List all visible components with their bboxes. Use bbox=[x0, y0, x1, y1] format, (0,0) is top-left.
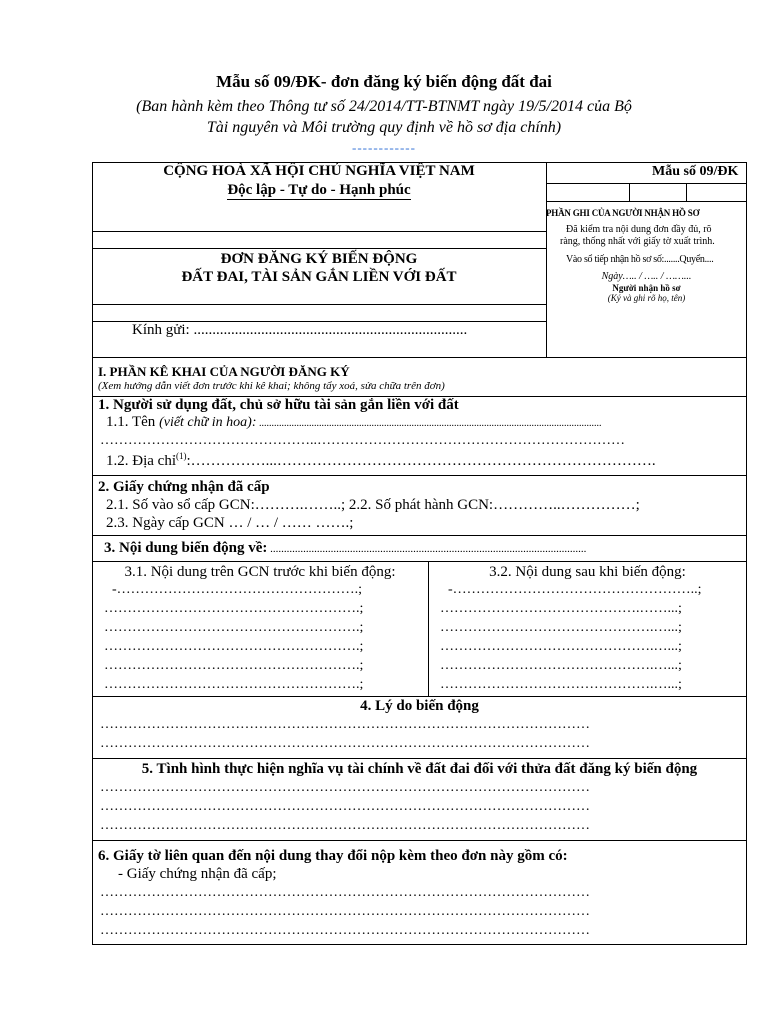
kinh-gui-field[interactable]: Kính gửi: ......................................................................... bbox=[132, 322, 468, 338]
top-divider-vertical bbox=[546, 162, 547, 357]
section2-heading: 2. Giấy chứng nhận đã cấp bbox=[98, 479, 270, 495]
document-title: Mẫu số 09/ĐK- đơn đăng ký biến động đất đai bbox=[216, 72, 552, 91]
finance-line[interactable]: …………………………………………………………………………………………… bbox=[100, 818, 590, 833]
section3-1-heading: 3.1. Nội dung trên GCN trước khi biến động: bbox=[124, 564, 396, 580]
reason-line[interactable]: …………………………………………………………………………………………… bbox=[100, 736, 590, 751]
rule bbox=[92, 475, 747, 476]
finance-line[interactable]: …………………………………………………………………………………………… bbox=[100, 799, 590, 814]
before-line[interactable]: ……………………………………………….; bbox=[104, 639, 364, 654]
rule bbox=[92, 758, 747, 759]
rule bbox=[546, 183, 747, 184]
name-dots: ......................................................................................................................................... bbox=[256, 418, 602, 429]
name-label: 1.1. Tên bbox=[106, 414, 156, 430]
after-line[interactable]: ……………………………………….…...; bbox=[440, 677, 682, 692]
gcn-date-row[interactable]: 2.3. Ngày cấp GCN … / … / …… …….; bbox=[106, 515, 354, 531]
subtitle-line-1: (Ban hành kèm theo Thông tư số 24/2014/TT-BTNMT ngày 19/5/2014 của Bộ bbox=[136, 98, 632, 115]
form-title-2: ĐẤT ĐAI, TÀI SẢN GẮN LIỀN VỚI ĐẤT bbox=[181, 269, 457, 285]
nation-heading: CỘNG HOÀ XÃ HỘI CHỦ NGHĨA VIỆT NAM bbox=[163, 163, 475, 179]
section4-lines bbox=[100, 717, 740, 755]
finance-line[interactable]: …………………………………………………………………………………………… bbox=[100, 780, 590, 795]
address-footnote-ref: (1) bbox=[175, 451, 187, 461]
before-line[interactable]: ……………………………………………….; bbox=[104, 677, 364, 692]
attachment-line[interactable]: …………………………………………………………………………………………… bbox=[100, 885, 590, 900]
receiver-line-2: ràng, thống nhất với giấy tờ xuất trình. bbox=[560, 236, 715, 247]
section3-heading: 3. Nội dung biến động về: bbox=[104, 540, 268, 556]
rule bbox=[92, 840, 747, 841]
section6-item: - Giấy chứng nhận đã cấp; bbox=[118, 866, 277, 882]
gcn-number-row[interactable]: 2.1. Số vào sổ cấp GCN:……….……..; 2.2. Số phát hành GCN:…………..……………; bbox=[106, 497, 640, 513]
receiver-signer: Người nhận hồ sơ bbox=[612, 283, 681, 293]
before-line[interactable]: ……………………………………………….; bbox=[104, 620, 364, 635]
section3-dots: ................................................................................................................... bbox=[267, 543, 587, 555]
after-line[interactable]: ……………………………………….…...; bbox=[440, 639, 682, 654]
section3-2-lines bbox=[440, 582, 740, 696]
part1-note: (Xem hướng dẫn viết đơn trước khi kê khai; không tẩy xoá, sửa chữa trên đơn) bbox=[98, 380, 445, 392]
before-line[interactable]: -…………………………………………….; bbox=[112, 582, 363, 597]
receiver-date: Ngày….. / ….. / ……... bbox=[601, 271, 692, 282]
section1-name-row[interactable] bbox=[106, 414, 741, 431]
rule bbox=[92, 561, 747, 562]
receiver-line-1: Đã kiểm tra nội dung đơn đầy đủ, rõ bbox=[566, 224, 712, 235]
section4-heading: 4. Lý do biến động bbox=[360, 698, 479, 714]
before-line[interactable]: ……………………………………………….; bbox=[104, 658, 364, 673]
receiver-sign-note: (Ký và ghi rõ họ, tên) bbox=[607, 293, 686, 303]
section3-1-lines bbox=[104, 582, 422, 696]
rule bbox=[92, 304, 546, 305]
receiver-line-3: Vào sổ tiếp nhận hồ sơ số:.......Quyển.... bbox=[566, 254, 714, 265]
before-line[interactable]: ……………………………………………….; bbox=[104, 601, 364, 616]
after-line[interactable]: …………………………………….……...; bbox=[440, 601, 682, 616]
section5-heading: 5. Tình hình thực hiện nghĩa vụ tài chính về đất đai đối với thửa đất đăng ký biến động bbox=[141, 761, 698, 777]
rule bbox=[686, 183, 687, 201]
subtitle-line-2: Tài nguyên và Môi trường quy định về hồ sơ địa chính) bbox=[206, 119, 562, 136]
form-code: Mẫu số 09/ĐK bbox=[652, 164, 739, 179]
address-dots: :……………...…………………………………………………………………. bbox=[186, 453, 656, 469]
rule bbox=[629, 183, 630, 201]
after-line[interactable]: -……………………………………………..; bbox=[448, 582, 702, 597]
rule bbox=[92, 357, 747, 358]
after-line[interactable]: ……………………………………….…...; bbox=[440, 658, 682, 673]
rule bbox=[428, 561, 429, 696]
address-label: 1.2. Địa chỉ bbox=[106, 453, 176, 469]
section6-lines bbox=[100, 885, 740, 942]
header-separator: ------------ bbox=[352, 140, 416, 155]
section3-row[interactable] bbox=[104, 539, 740, 557]
rule bbox=[92, 248, 546, 249]
motto: Độc lập - Tự do - Hạnh phúc bbox=[227, 182, 411, 198]
motto-wrap bbox=[92, 181, 546, 199]
rule bbox=[92, 535, 747, 536]
part1-heading: I. PHẦN KÊ KHAI CỦA NGƯỜI ĐĂNG KÝ bbox=[98, 364, 350, 379]
section5-lines bbox=[100, 780, 740, 837]
after-line[interactable]: ……………………………………….…...; bbox=[440, 620, 682, 635]
name-hint: (viết chữ in hoa): bbox=[159, 415, 257, 430]
rule bbox=[92, 696, 747, 697]
section6-heading: 6. Giấy tờ liên quan đến nội dung thay đổi nộp kèm theo đơn này gồm có: bbox=[98, 848, 568, 864]
attachment-line[interactable]: …………………………………………………………………………………………… bbox=[100, 904, 590, 919]
name-continuation-line[interactable]: ………………………………………..………………………………………………………… bbox=[100, 433, 625, 448]
reason-line[interactable]: …………………………………………………………………………………………… bbox=[100, 717, 590, 732]
address-row[interactable] bbox=[106, 451, 741, 470]
section1-heading: 1. Người sử dụng đất, chủ sở hữu tài sản gắn liền với đất bbox=[98, 397, 459, 413]
form-title-1: ĐƠN ĐĂNG KÝ BIẾN ĐỘNG bbox=[220, 251, 418, 267]
rule bbox=[546, 201, 747, 202]
section3-2-heading: 3.2. Nội dung sau khi biến động: bbox=[489, 564, 686, 580]
attachment-line[interactable]: …………………………………………………………………………………………… bbox=[100, 923, 590, 938]
document-subtitle bbox=[100, 96, 668, 138]
rule bbox=[92, 231, 546, 232]
receiver-heading: PHẦN GHI CỦA NGƯỜI NHẬN HỒ SƠ bbox=[546, 208, 700, 218]
